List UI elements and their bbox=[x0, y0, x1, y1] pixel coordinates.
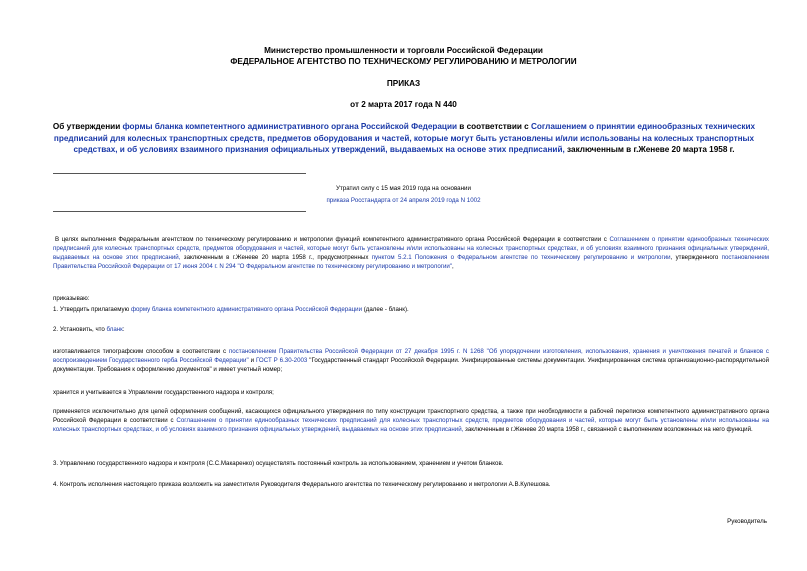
p1-link-regulation[interactable]: пунктом 5.2.1 Положения о Федеральном агентстве по техническому регулированию и метрологии bbox=[371, 253, 671, 261]
agency-heading: ФЕДЕРАЛЬНОЕ АГЕНТСТВО ПО ТЕХНИЧЕСКОМУ РЕГУЛИРОВАНИЮ И МЕТРОЛОГИИ bbox=[230, 57, 577, 66]
divider-bottom bbox=[53, 211, 306, 212]
document-title bbox=[52, 121, 756, 156]
p4-text-b: : bbox=[122, 326, 125, 333]
doc-type-heading: ПРИКАЗ bbox=[386, 79, 421, 88]
p7-text-a: применяется исключительно для целей оформления сообщений, касающихся официального утверждения по типу конструкции транспортного средства, а также при необходимости в рабочей переписке компетентного административного органа Российской Федерации в соответствии с bbox=[53, 408, 769, 424]
p7-link-agreement[interactable]: Соглашением о принятии единообразных технических предписаний для колесных транспортных средств, предметов оборудования и частей, которые могут быть установлены и/или использованы на колесных транспортных средствах, и об условиях взаимного признания официальных утверждений, выдаваемых на основе этих предписаний, bbox=[53, 416, 769, 433]
lost-force-link[interactable]: приказа Росстандарта от 24 апреля 2019 года N 1002 bbox=[326, 197, 481, 204]
p3-link-form[interactable]: форму бланка компетентного административного органа Российской Федерации bbox=[130, 306, 363, 313]
title-link-form[interactable]: формы бланка компетентного административного органа Российской Федерации bbox=[122, 122, 458, 131]
p4-link-blank[interactable]: бланк bbox=[106, 326, 123, 333]
paragraph-usage bbox=[53, 408, 769, 435]
p1-text-b: заключенным в г.Женеве 20 марта 1958 г., предусмотренных bbox=[180, 253, 372, 261]
paragraph-preamble bbox=[53, 236, 769, 272]
p5-link-decree[interactable]: постановлением Правительства Российской Федерации от 27 декабря 1995 г. N 1268 "Об упорядочении изготовления, использования, хранения и уничтожения печатей и бланков с воспроизведением Государственного герба Российской Федерации" bbox=[53, 348, 769, 364]
p3-text-a: 1. Утвердить прилагаемую bbox=[53, 306, 131, 313]
ministry-heading: Министерство промышленности и торговли Российской Федерации bbox=[264, 46, 543, 55]
signature-title: Руководитель bbox=[727, 518, 767, 525]
p1-text-d: , bbox=[452, 262, 454, 270]
paragraph-item-3: 3. Управлению государственного надзора и контроля (С.С.Макаренко) осуществлять постоянный контроль за использованием, хранением и учетом бланков. bbox=[53, 460, 504, 467]
paragraph-item-1 bbox=[53, 306, 769, 315]
paragraph-storage: хранится и учитывается в Управлении государственного надзора и контроля; bbox=[53, 389, 274, 396]
paragraph-item-2 bbox=[53, 326, 769, 335]
p5-text-b: и bbox=[248, 356, 256, 364]
paragraph-item-4: 4. Контроль исполнения настоящего приказа возложить на заместителя Руководителя Федерального агентства по техническому регулированию и метрологии А.В.Кулешова. bbox=[53, 481, 551, 488]
p4-text-a: 2. Установить, что bbox=[53, 326, 107, 333]
p3-text-b: (далее - бланк). bbox=[362, 306, 409, 313]
title-text-3: заключенным в г.Женеве 20 марта 1958 г. bbox=[564, 145, 735, 154]
date-number-heading: от 2 марта 2017 года N 440 bbox=[350, 100, 457, 109]
title-link-agreement[interactable]: Соглашением о принятии единообразных технических предписаний для колесных транспортных средств, предметов оборудования и частей, которые могут быть установлены и/или использованы на колесных транспортных средствах, и об условиях взаимного признания официальных утверждений, выдаваемых на основе этих предписаний, bbox=[53, 122, 756, 154]
p5-text-a: изготавливается типографским способом в соответствии с bbox=[53, 348, 229, 355]
divider-top bbox=[53, 173, 306, 174]
p1-text-c: , утвержденного bbox=[670, 253, 722, 261]
p1-link-agreement[interactable]: Соглашением о принятии единообразных технических предписаний для колесных транспортных средств, предметов оборудования и частей, которые могут быть установлены и/или использованы на колесных транспортных средствах, и об условиях взаимного признания официальных утверждений, выдаваемых на основе этих предписаний, bbox=[53, 236, 769, 261]
title-text-1: Об утверждении bbox=[52, 122, 123, 131]
p1-link-decree[interactable]: постановлением Правительства Российской Федерации от 17 июня 2004 г. N 294 "О Федеральном агентстве по техническому регулированию и метрологии" bbox=[53, 253, 769, 270]
lost-force-line1: Утратил силу с 15 мая 2019 года на основании bbox=[336, 185, 471, 192]
p5-text-c: "Государственный стандарт Российской Федерации. Унифицированные системы документации. Унифицированная система организационно-распорядительной документации. Требования к оформлению документов" и имеет учетный номер; bbox=[53, 356, 770, 373]
p7-text-b: заключенным в г.Женеве 20 марта 1958 г., связанной с выполнением возложенных на него функций. bbox=[463, 425, 753, 433]
paragraph-production bbox=[53, 348, 769, 375]
title-text-2: в соответствии с bbox=[457, 122, 532, 131]
p1-text-a: В целях выполнения Федеральным агентством по техническому регулированию и метрологии функций компетентного административного органа Российской Федерации в соответствии с bbox=[55, 236, 610, 243]
p5-link-gost[interactable]: ГОСТ Р 6.30-2003 bbox=[255, 356, 308, 364]
paragraph-order: приказываю: bbox=[53, 295, 90, 302]
